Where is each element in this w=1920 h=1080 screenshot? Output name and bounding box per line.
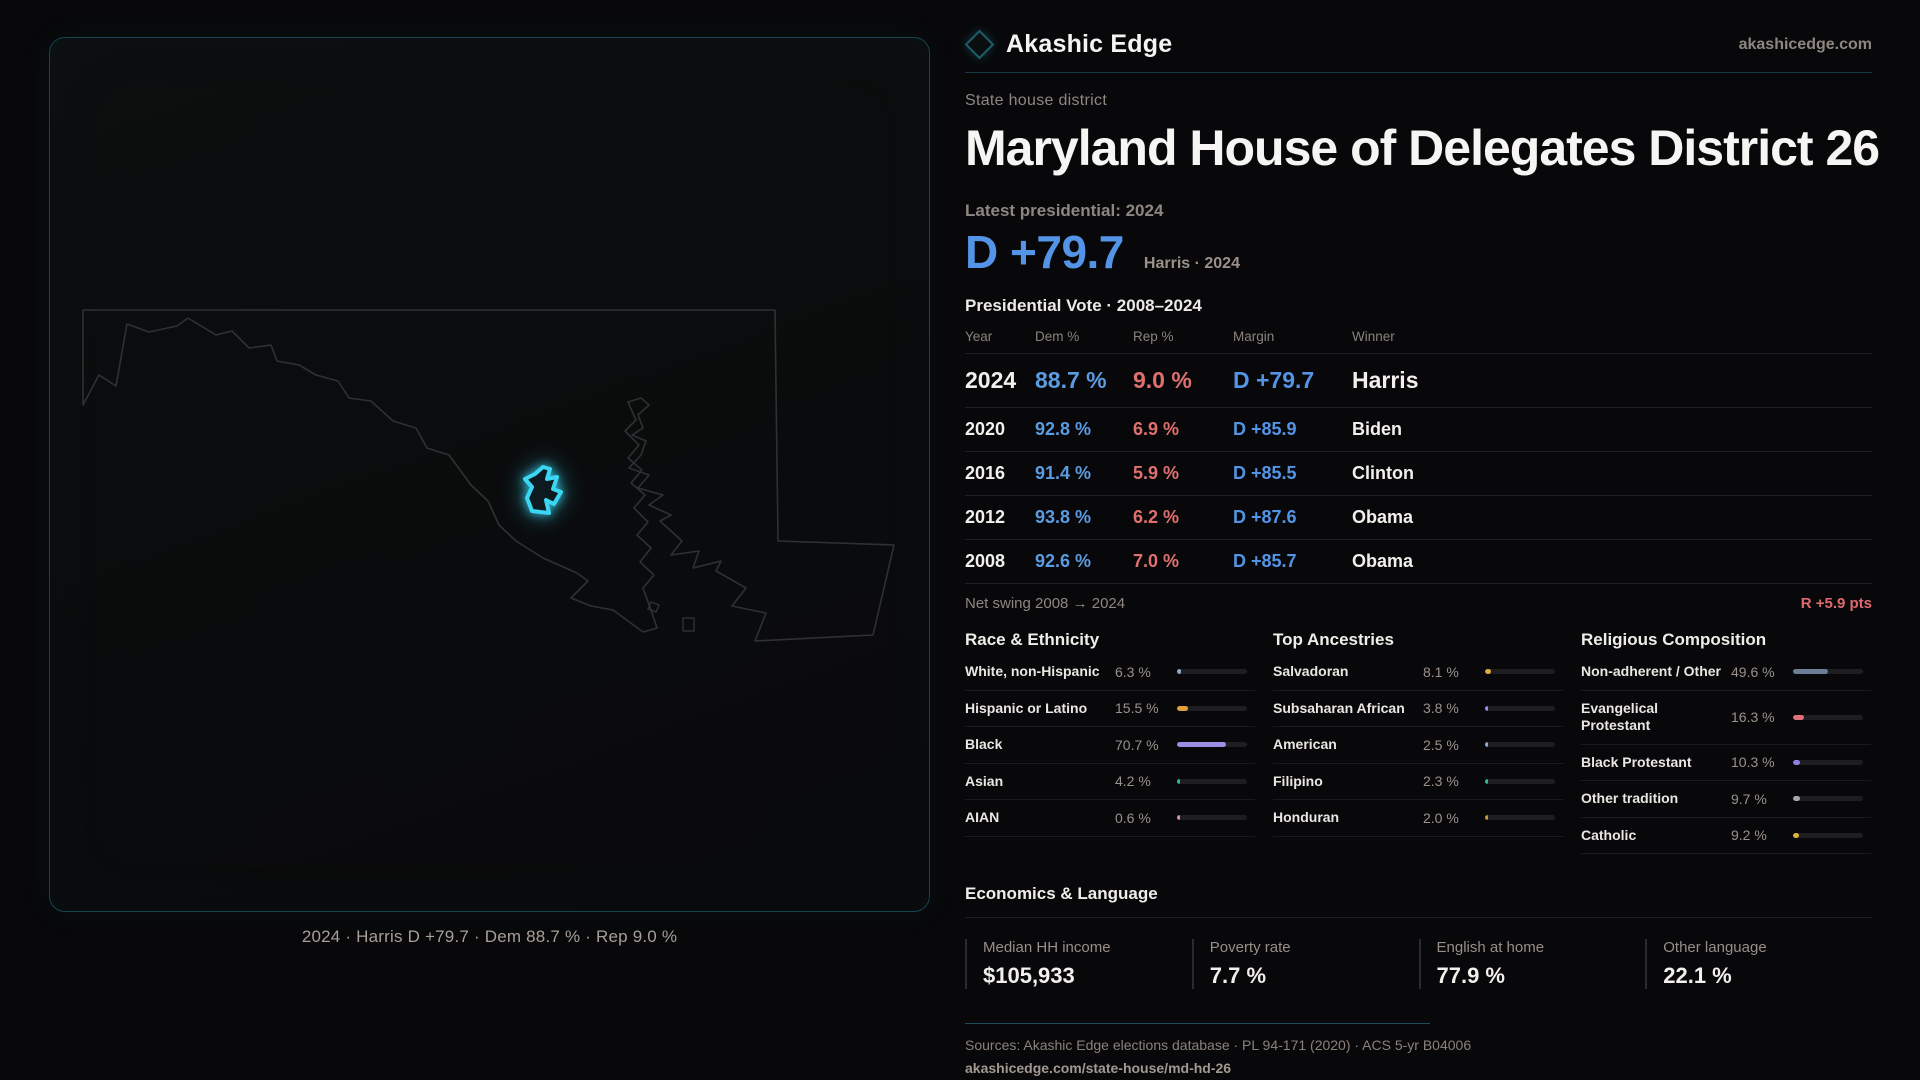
demo-bar-fill: [1485, 779, 1488, 784]
stat-label: Poverty rate: [1209, 939, 1291, 956]
col-dem: Dem %: [1035, 329, 1080, 344]
maryland-map: [83, 310, 898, 650]
latest-presidential-label: Latest presidential: 2024: [965, 201, 1164, 220]
demo-row: [1581, 654, 1871, 691]
demo-label: AIAN: [965, 809, 1000, 825]
demo-bar-fill: [1485, 669, 1491, 674]
demo-bar-track: [1793, 760, 1863, 765]
eyebrow-label: State house district: [965, 92, 1108, 109]
margin-hero: [965, 225, 1872, 279]
demo-row: [1273, 654, 1563, 691]
year-cell: 2024: [965, 367, 1017, 393]
demo-label: Black: [965, 736, 1003, 752]
brand-name: Akashic Edge: [1006, 30, 1173, 58]
demo-row: [965, 691, 1255, 728]
demo-label: Honduran: [1273, 809, 1340, 825]
demo-bar-fill: [1793, 796, 1800, 801]
demo-value: 3.8 %: [1423, 700, 1459, 717]
demo-label: Salvadoran: [1273, 663, 1349, 679]
winner-cell: Harris: [1352, 367, 1419, 393]
col-rep: Rep %: [1133, 329, 1174, 344]
stat-label: Median HH income: [983, 939, 1111, 956]
demo-label: Catholic: [1581, 826, 1637, 843]
demo-bar-fill: [1177, 742, 1226, 747]
demo-bar-fill: [1793, 833, 1799, 838]
margin-value: D +79.7: [965, 226, 1124, 278]
margin-cell: D +85.9: [1233, 419, 1297, 439]
stat-card: [1645, 939, 1872, 989]
demo-value: 15.5 %: [1115, 700, 1159, 717]
winner-cell: Clinton: [1352, 463, 1414, 483]
year-cell: 2016: [965, 463, 1006, 483]
demo-label: Subsaharan African: [1273, 699, 1405, 716]
dem-cell: 92.6 %: [1035, 551, 1092, 571]
header-divider: [965, 72, 1872, 73]
rep-cell: 9.0 %: [1133, 367, 1192, 393]
site-link[interactable]: akashicedge.com: [1738, 35, 1872, 53]
demo-label: Other tradition: [1581, 790, 1679, 806]
col-winner: Winner: [1352, 329, 1395, 344]
group-title: Top Ancestries: [1273, 630, 1394, 649]
page-title: Maryland House of Delegates District 26: [965, 120, 1880, 176]
demo-bar-fill: [1793, 715, 1804, 720]
demo-bar-track: [1793, 796, 1863, 801]
stat-value: 7.7 %: [1209, 963, 1267, 988]
demo-row: [1581, 691, 1871, 745]
col-margin: Margin: [1233, 329, 1275, 344]
demo-value: 6.3 %: [1115, 663, 1151, 680]
table-header-row: [965, 329, 1872, 354]
demo-bar-track: [1485, 779, 1555, 784]
demo-value: 2.0 %: [1423, 809, 1459, 826]
rep-cell: 6.2 %: [1133, 507, 1180, 527]
demo-bar-fill: [1793, 760, 1800, 765]
demo-label: Asian: [965, 772, 1004, 789]
maryland-outline: [83, 310, 894, 641]
group-title: Race & Ethnicity: [965, 630, 1100, 649]
demo-bar-track: [1177, 669, 1247, 674]
top-ancestries-column: [1273, 630, 1563, 854]
dem-cell: 88.7 %: [1035, 367, 1107, 393]
year-cell: 2008: [965, 551, 1006, 571]
demo-value: 2.5 %: [1423, 736, 1459, 753]
demo-bar-track: [1793, 715, 1863, 720]
demo-label: Filipino: [1273, 772, 1323, 789]
stat-value: $105,933: [983, 963, 1075, 988]
demo-bar-track: [1793, 833, 1863, 838]
demo-row: [1581, 781, 1871, 818]
demo-row: [965, 727, 1255, 764]
sources-text: Sources: Akashic Edge elections database · PL 94-171 (2020) · ACS 5-yr B04006: [965, 1037, 1472, 1053]
margin-cell: D +85.7: [1233, 551, 1297, 571]
rep-cell: 7.0 %: [1133, 551, 1180, 571]
demo-row: [965, 654, 1255, 691]
permalink[interactable]: akashicedge.com/state-house/md-hd-26: [965, 1060, 1232, 1076]
demo-label: White, non-Hispanic: [965, 663, 1100, 679]
demo-row: [1273, 800, 1563, 837]
winner-cell: Biden: [1352, 419, 1403, 439]
demo-value: 4.2 %: [1115, 773, 1151, 790]
race-ethnicity-column: [965, 630, 1255, 854]
demo-label: Hispanic or Latino: [965, 699, 1088, 716]
rep-cell: 6.9 %: [1133, 419, 1180, 439]
net-swing-row: [965, 584, 1872, 614]
table-row: [965, 408, 1872, 452]
group-title: Religious Composition: [1581, 630, 1767, 649]
stat-card: [965, 939, 1192, 989]
demo-bar-fill: [1485, 815, 1488, 820]
stat-label: English at home: [1436, 939, 1545, 956]
highlighted-district[interactable]: [525, 467, 561, 513]
demo-bar-track: [1177, 815, 1247, 820]
demo-bar-fill: [1177, 669, 1181, 674]
year-cell: 2020: [965, 419, 1006, 439]
stat-card: [1419, 939, 1646, 989]
demo-label: Non-adherent / Other: [1581, 663, 1722, 679]
table-row: [965, 354, 1872, 408]
table-row: [965, 540, 1872, 584]
demo-bar-fill: [1485, 742, 1488, 747]
presidential-vote-table: [965, 329, 1872, 584]
margin-cell: D +79.7: [1233, 367, 1315, 393]
demo-value: 2.3 %: [1423, 773, 1459, 790]
demo-bar-fill: [1177, 706, 1188, 711]
vote-table-title: Presidential Vote · 2008–2024: [965, 296, 1202, 315]
economics-cards: [965, 939, 1872, 989]
dem-cell: 92.8 %: [1035, 419, 1092, 439]
island-shape: [683, 618, 694, 631]
demo-row: [965, 800, 1255, 837]
demo-value: 10.3 %: [1731, 754, 1775, 771]
demo-bar-track: [1177, 742, 1247, 747]
margin-note: Harris · 2024: [1143, 255, 1240, 272]
year-cell: 2012: [965, 507, 1006, 527]
margin-cell: D +87.6: [1233, 507, 1297, 527]
demo-value: 9.2 %: [1731, 827, 1767, 844]
footer-divider: [965, 1023, 1430, 1024]
stat-value: 22.1 %: [1663, 963, 1732, 988]
app-header: [965, 30, 1872, 59]
stat-label: Other language: [1663, 939, 1767, 956]
rep-cell: 5.9 %: [1133, 463, 1180, 483]
district-map-panel: [49, 37, 930, 912]
economics-title: Economics & Language: [965, 884, 1872, 918]
demo-bar-track: [1177, 779, 1247, 784]
demo-value: 9.7 %: [1731, 790, 1767, 807]
winner-cell: Obama: [1352, 551, 1414, 571]
demo-row: [1273, 691, 1563, 728]
religious-composition-column: [1581, 630, 1871, 854]
demo-value: 0.6 %: [1115, 809, 1151, 826]
demo-row: [1581, 745, 1871, 782]
demo-value: 49.6 %: [1731, 663, 1775, 680]
demographics-section: [965, 630, 1872, 854]
margin-cell: D +85.5: [1233, 463, 1297, 483]
map-caption: 2024 · Harris D +79.7 · Dem 88.7 % · Rep 9.0 %: [301, 927, 678, 946]
demo-bar-track: [1793, 669, 1863, 674]
demo-value: 16.3 %: [1731, 709, 1775, 725]
demo-row: [1273, 727, 1563, 764]
col-year: Year: [965, 329, 993, 344]
net-swing-label: Net swing 2008 → 2024: [965, 595, 1126, 612]
demo-value: 70.7 %: [1115, 736, 1159, 753]
stat-card: [1192, 939, 1419, 989]
demo-bar-track: [1485, 669, 1555, 674]
table-row: [965, 496, 1872, 540]
diamond-logo-icon: [965, 30, 995, 60]
demo-label: Black Protestant: [1581, 753, 1692, 770]
demo-bar-fill: [1177, 815, 1180, 820]
demo-label: American: [1273, 736, 1337, 752]
dem-cell: 93.8 %: [1035, 507, 1092, 527]
district-report: [965, 0, 1920, 1078]
demo-bar-track: [1485, 706, 1555, 711]
demo-bar-track: [1485, 815, 1555, 820]
net-swing-value: R +5.9 pts: [1800, 595, 1872, 612]
dem-cell: 91.4 %: [1035, 463, 1092, 483]
demo-bar-fill: [1177, 779, 1180, 784]
demo-label: Evangelical Protestant: [1581, 699, 1659, 733]
demo-bar-track: [1177, 706, 1247, 711]
demo-bar-fill: [1793, 669, 1828, 674]
table-row: [965, 452, 1872, 496]
stat-value: 77.9 %: [1436, 963, 1505, 988]
demo-row: [965, 764, 1255, 801]
demo-value: 8.1 %: [1423, 663, 1459, 680]
demo-row: [1581, 818, 1871, 855]
demo-row: [1273, 764, 1563, 801]
winner-cell: Obama: [1352, 507, 1414, 527]
demo-bar-fill: [1485, 706, 1488, 711]
demo-bar-track: [1485, 742, 1555, 747]
